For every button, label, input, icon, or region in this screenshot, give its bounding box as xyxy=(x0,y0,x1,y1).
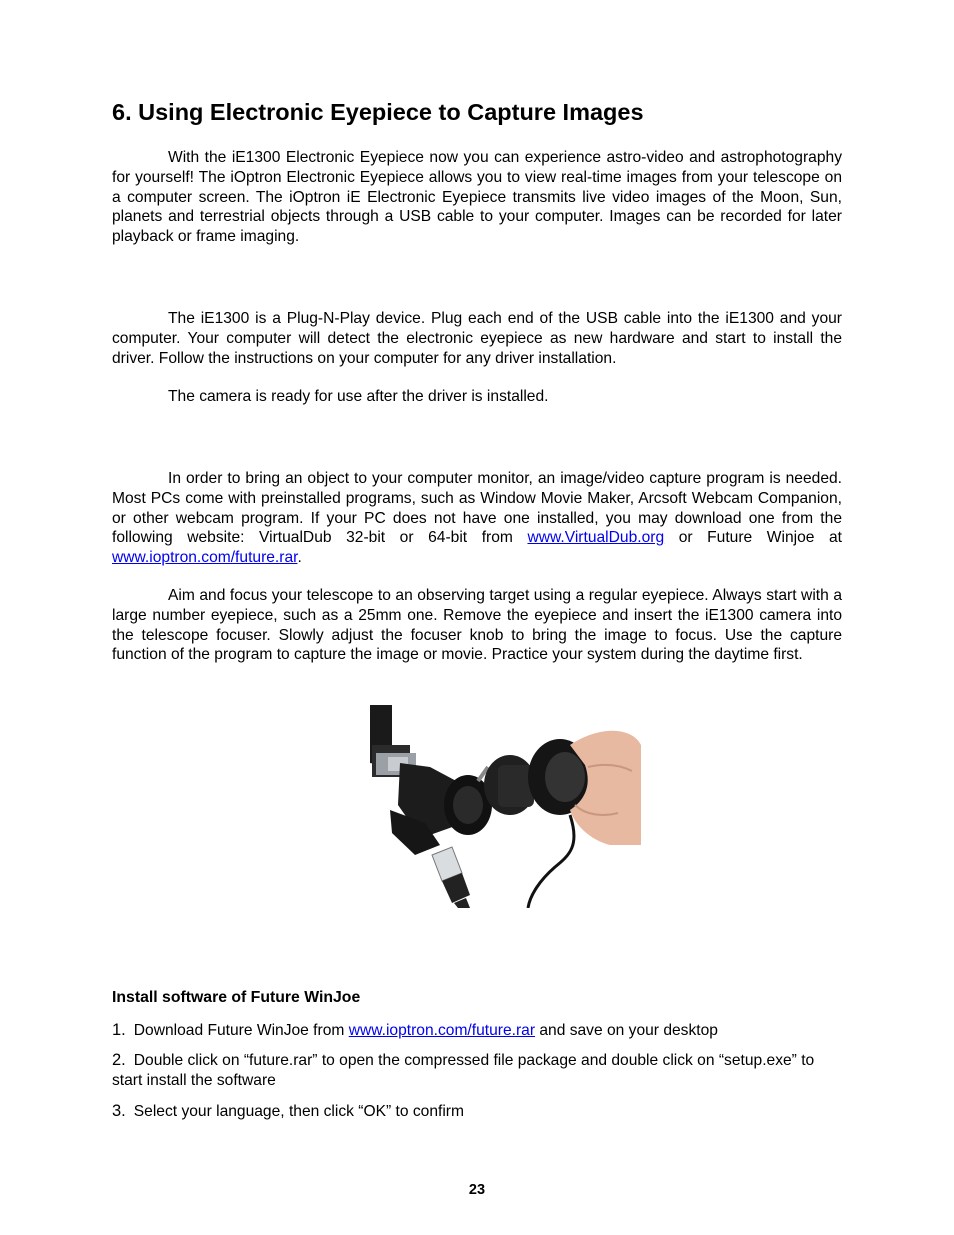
step-text-post: and save on your desktop xyxy=(535,1022,718,1039)
step-text: Download Future WinJoe from xyxy=(133,1022,349,1039)
ready-text: The camera is ready for use after the driver is installed. xyxy=(168,388,549,405)
aim-text: Aim and focus your telescope to an observing target using a regular eyepiece. Always start with a large number eyepiece, such as a 25mm one. Remove the eyepiece and insert the iE1300 camera into the telescope focuser. Slowly adjust the focuser knob to bring the image to focus. Use the capture function of the program to capture the image or movie. Practice your system during the daytime first. xyxy=(112,587,842,664)
future-rar-link[interactable]: www.ioptron.com/future.rar xyxy=(112,549,298,567)
virtualdub-link[interactable]: www.VirtualDub.org xyxy=(527,529,665,547)
plug-paragraph xyxy=(112,309,842,368)
capture-paragraph xyxy=(112,469,842,568)
ready-paragraph xyxy=(112,387,842,407)
step-number: 2. xyxy=(112,1051,126,1069)
intro-paragraph xyxy=(112,148,842,247)
section-heading: 6. Using Electronic Eyepiece to Capture Images xyxy=(112,99,644,125)
step-text: Double click on “future.rar” to open the compressed file package and double click on “setup.exe” to start install the software xyxy=(112,1052,815,1089)
future-rar-download-link[interactable]: www.ioptron.com/future.rar xyxy=(348,1022,536,1039)
plug-text: The iE1300 is a Plug-N-Play device. Plug each end of the USB cable into the iE1300 and your computer. Your computer will detect the electronic eyepiece as new hardware and start to install the driver. Follow the instructions on your computer for any driver installation. xyxy=(112,310,842,367)
step-text: Select your language, then click “OK” to confirm xyxy=(133,1103,464,1120)
page-number: 23 xyxy=(468,1182,486,1198)
install-title: Install software of Future WinJoe xyxy=(112,989,361,1006)
camera-photo xyxy=(370,705,641,908)
install-step-1 xyxy=(112,1021,842,1041)
capture-mid-text: or Future Winjoe at xyxy=(664,529,843,547)
step-number: 3. xyxy=(112,1102,126,1120)
install-step-3 xyxy=(112,1102,842,1122)
intro-text: With the iE1300 Electronic Eyepiece now you can experience astro-video and astrophotography for yourself! The iOptron Electronic Eyepiece allows you to view real-time images from your telescope on a computer screen. The iOptron iE Electronic Eyepiece transmits live video images of the Moon, Sun, planets and terrestrial objects through a USB cable to your computer. Images can be recorded for later playback or frame imaging. xyxy=(112,149,842,246)
aim-paragraph xyxy=(112,586,842,665)
capture-end-text: . xyxy=(297,549,302,567)
capture-text: In order to bring an object to your computer monitor, an image/video capture program is needed. Most PCs come with preinstalled programs, such as Window Movie Maker, Arcsoft Webcam Companion, or other webcam program. If your PC does not have one installed, you may download one from the following website: VirtualDub 32-bit or 64-bit from xyxy=(112,470,842,547)
install-step-2 xyxy=(112,1051,842,1091)
step-number: 1. xyxy=(112,1021,126,1039)
